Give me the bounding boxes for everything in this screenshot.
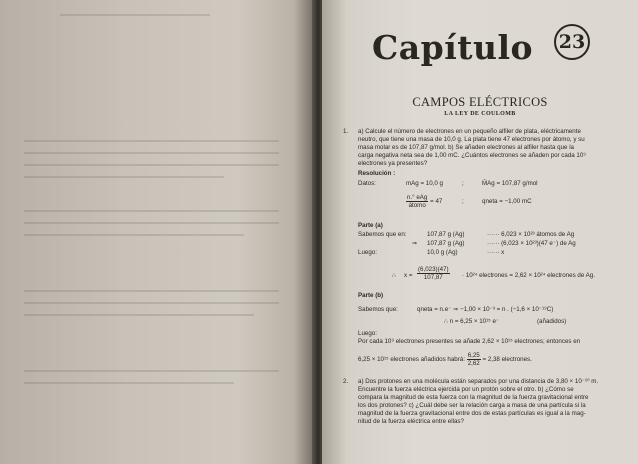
fraction-numerator: (6,023)(47) — [418, 266, 449, 273]
problem-text-line: carga negativa neta sea de 1,00 mC. ¿Cuántos electrones se añaden por cada 10⁹ — [358, 152, 586, 159]
stoich-right: ······ 6,023 × 10²³ átomos de Ag — [487, 231, 575, 238]
fraction-numerator: n.° eAg — [407, 194, 428, 201]
faint-line — [24, 164, 279, 166]
problem-text-line: Encuentre la fuerza eléctrica ejercida por un protón sobre el otro. b) ¿Cómo se — [358, 386, 574, 393]
section-title: CAMPOS ELÉCTRICOS — [412, 95, 548, 109]
x-result: · 10²⁴ electrones = 2,62 × 10²⁴ electrones de Ag. — [462, 272, 595, 279]
faint-line — [24, 176, 224, 178]
x-equals: x = — [404, 272, 413, 279]
n-result-note: (añadidos) — [537, 318, 567, 325]
data-separator: ; — [462, 180, 464, 187]
data-electrons-per-atom — [406, 194, 442, 209]
part-b-heading: Parte (b) — [358, 292, 384, 299]
conclusion-line: Por cada 10⁹ electrones presentes se añade 2,62 × 10¹⁵ electrones; entonces en — [358, 338, 581, 345]
data-electrons-value: = 47 — [430, 198, 443, 206]
sabemos-label: Sabemos que en: — [358, 231, 407, 238]
section-subtitle: LA LEY DE COULOMB — [444, 111, 516, 117]
faint-line — [24, 140, 279, 142]
problem-number: 2. — [343, 378, 349, 385]
conclusion-line — [358, 352, 532, 367]
sabemos-que-label: Sabemos que: — [358, 306, 398, 313]
problem-text-line: a) Calcule el número de electrones en un pequeño alfiler de plata, eléctricamente — [358, 128, 581, 135]
problem-text-line: magnitud de la fuerza gravitacional entre dos de estas partículas es igual a la mag- — [358, 410, 586, 417]
problem-number: 1. — [343, 128, 349, 135]
charge-equation: qneta = n.e⁻ ⇒ −1,00 × 10⁻³ = n . (−1,6 × 10⁻¹⁹C) — [417, 306, 554, 313]
faint-line — [24, 210, 279, 212]
data-separator: ; — [462, 198, 464, 205]
faint-line — [24, 234, 244, 236]
faint-line — [24, 290, 279, 292]
data-mass: mAg = 10,0 g — [406, 180, 443, 187]
problem-text-line: masa molar es de 107,87 g/mol. b) Se añaden electrones al alfiler hasta que la — [358, 144, 575, 151]
faint-line — [24, 222, 279, 224]
faint-line — [24, 302, 279, 304]
part-a-heading: Parte (a) — [358, 222, 383, 229]
faint-line — [24, 382, 234, 384]
problem-text-line: electrones ya presentes? — [358, 160, 428, 167]
data-net-charge: qneta = −1,00 mC — [482, 198, 532, 205]
faint-line — [24, 370, 279, 372]
n-result: ∴ n = 6,25 × 10¹⁵ e⁻ — [444, 318, 500, 325]
fraction-denominator: 107,87 — [423, 274, 443, 281]
conclusion-result: = 2,38 electrones. — [482, 356, 532, 364]
faint-line — [60, 14, 210, 16]
data-molar-mass: M̄Ag = 107,87 g/mol — [482, 180, 538, 187]
resolucion-heading: Resolución : — [358, 170, 396, 177]
datos-label: Datos: — [358, 180, 376, 187]
luego-label: Luego: — [358, 249, 377, 256]
problem-text-line: neutro, que tiene una masa de 10,0 g. La plata tiene 47 electrones por átomo, y su — [358, 136, 585, 143]
conclusion-text: 6,25 × 10¹⁵ electrones añadidos habrá: — [358, 356, 465, 364]
fraction-denominator: 2,62 — [467, 360, 480, 367]
fraction-numerator: 6,25 — [467, 352, 480, 359]
therefore-symbol: ∴ — [392, 272, 396, 279]
luego-label: Luego: — [358, 330, 377, 337]
stoich-left: 107,87 g (Ag) — [427, 231, 465, 238]
problem-text-line: los dos protones? c) ¿Cuál debe ser la relación carga a masa de una partícula si la — [358, 402, 586, 409]
faint-line — [24, 314, 254, 316]
x-fraction — [417, 266, 450, 281]
chapter-title: Capítulo — [372, 28, 534, 67]
implies-arrow: ⇒ — [412, 240, 418, 247]
faint-line — [24, 152, 279, 154]
problem-text-line: a) Dos protones en una molécula están separados por una distancia de 3,80 × 10⁻¹⁰ m. — [358, 378, 599, 385]
right-page — [322, 0, 638, 464]
fraction-denominator: átomo — [408, 202, 426, 209]
left-page — [0, 0, 316, 464]
stoich-left: 10,0 g (Ag) — [427, 249, 458, 256]
stoich-right: ······ x — [487, 249, 505, 256]
stoich-right: ······ (6,023 × 10²³)(47 e⁻) de Ag — [487, 240, 576, 247]
chapter-number-badge: 23 — [554, 24, 590, 60]
problem-text-line: compara la magnitud de esta fuerza con la magnitud de la fuerza gravitacional entre — [358, 394, 589, 401]
stoich-left: 107,87 g (Ag) — [427, 240, 465, 247]
problem-text-line: nitud de la fuerza eléctrica entre ellas? — [358, 418, 464, 425]
